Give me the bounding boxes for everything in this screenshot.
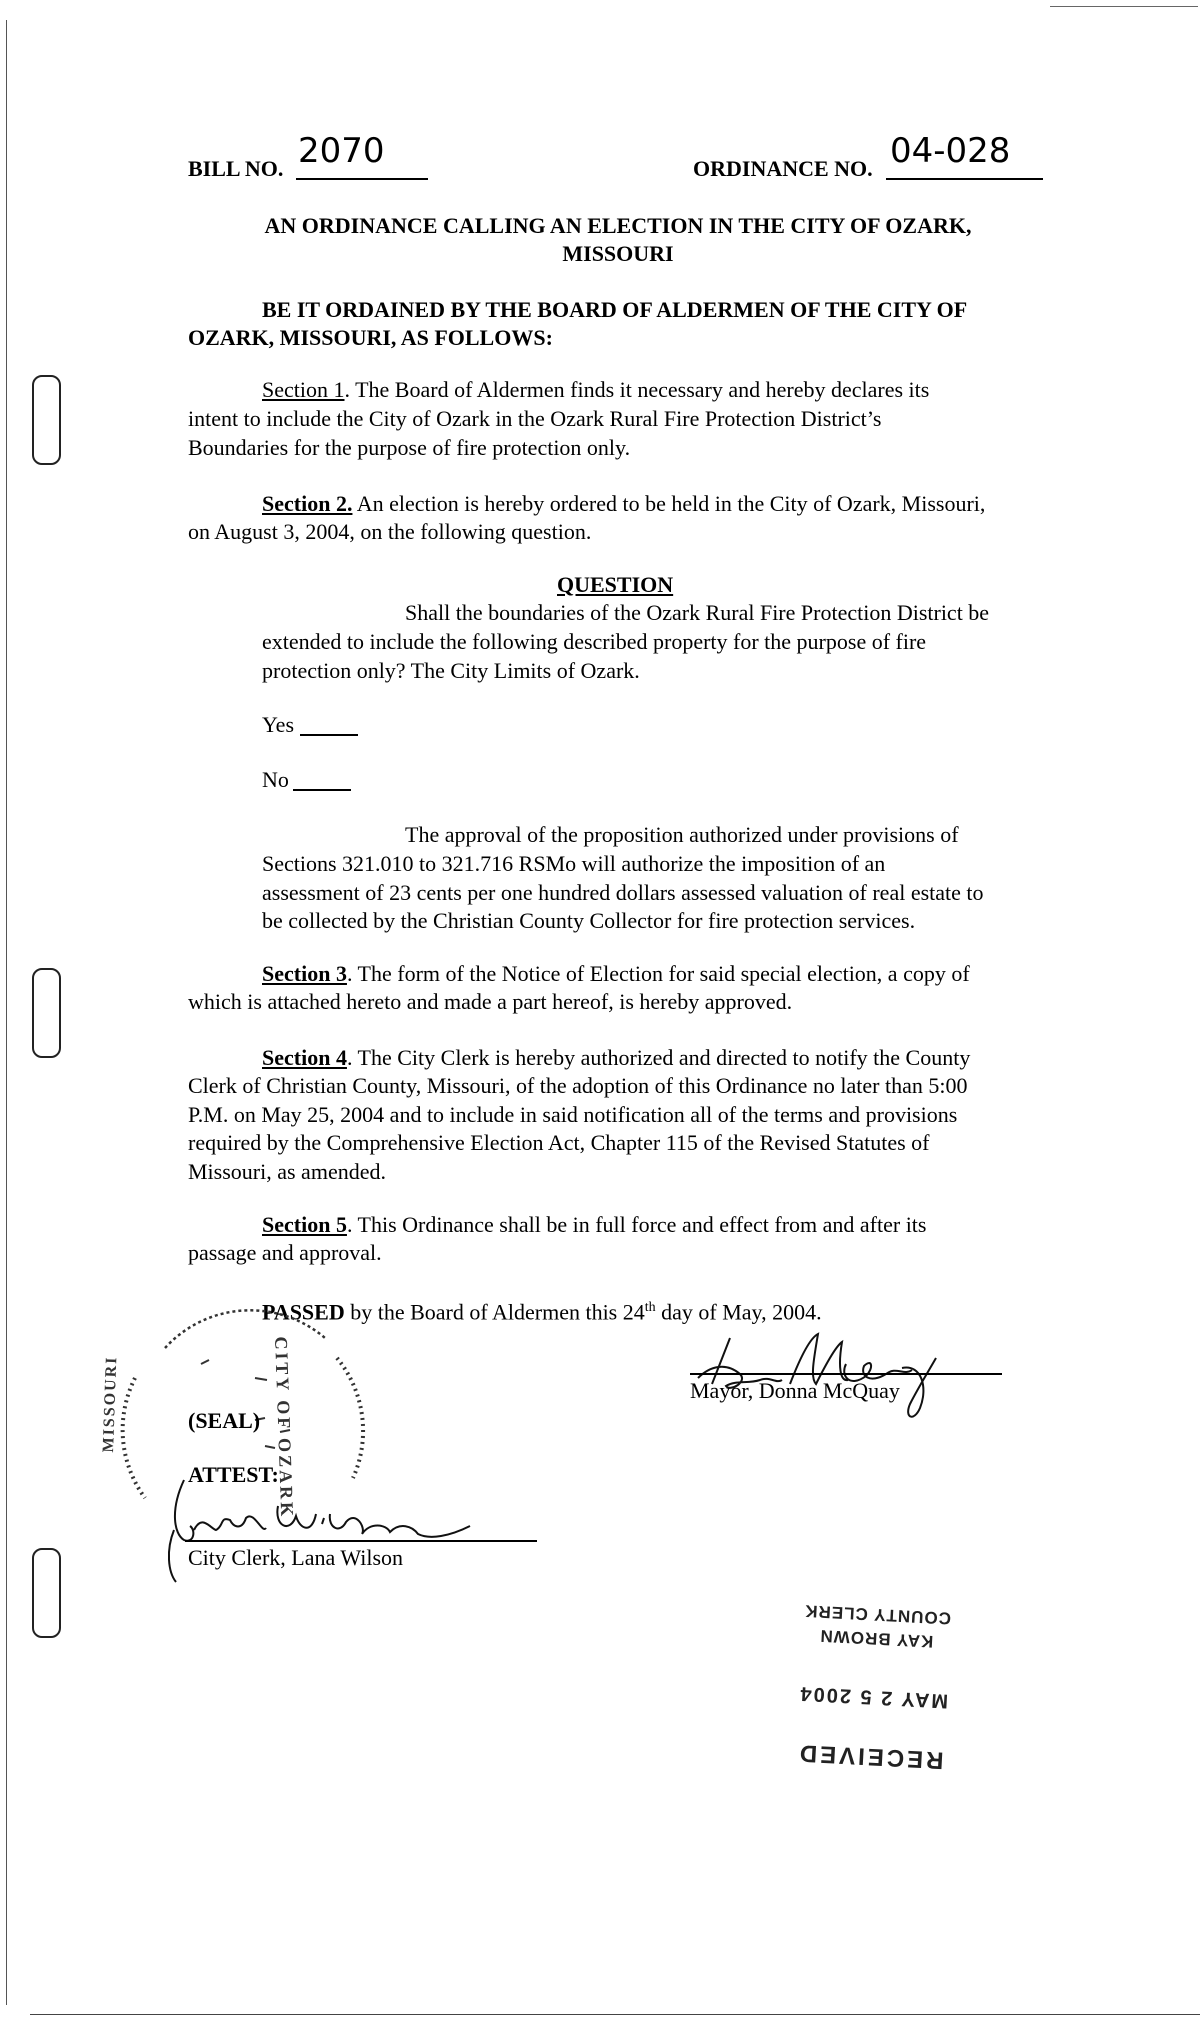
section-2-label: Section 2. bbox=[262, 491, 353, 516]
ordinance-number-line bbox=[886, 178, 1043, 180]
section-3-text: which is attached hereto and made a part hereof, is hereby approved. bbox=[188, 989, 793, 1014]
section-5-text-first: . This Ordinance shall be in full force and effect from and after its bbox=[346, 1212, 927, 1237]
approval-text: Sections 321.010 to 321.716 RSMo will authorize the imposition of an assessment of 23 cents per one hundred dollars assessed valuation of real estate to be collected by the Christian County Collector for fire protection services. bbox=[262, 851, 984, 933]
question-text-first: Shall the boundaries of the Ozark Rural Fire Protection District be bbox=[405, 600, 990, 625]
no-option bbox=[262, 766, 289, 794]
section-4-text-first: . The City Clerk is hereby authorized and directed to notify the County bbox=[346, 1045, 971, 1070]
section-2-text-first: An election is hereby ordered to be held in the City of Ozark, Missouri, bbox=[352, 491, 986, 516]
section-1-text-first: . The Board of Aldermen finds it necessary and hereby declares its bbox=[344, 377, 930, 402]
scan-edge-top bbox=[1050, 6, 1198, 7]
section-3-first-line bbox=[262, 960, 970, 988]
section-2-text: on August 3, 2004, on the following question. bbox=[188, 519, 592, 544]
yes-blank-line bbox=[300, 734, 358, 736]
bill-number: 2070 bbox=[298, 131, 385, 171]
stamp-kay-brown: KAY BROWN bbox=[819, 1626, 934, 1652]
section-4-label: Section 4 bbox=[262, 1045, 347, 1070]
ordinance-title-line2: MISSOURI bbox=[562, 241, 674, 266]
seal-arc-text: CITY OF OZARK bbox=[271, 1336, 298, 1520]
section-1-text: intent to include the City of Ozark in the Ozark Rural Fire Protection District’s Boundaries for the purpose of fire protection only. bbox=[188, 406, 882, 460]
question-text: extended to include the following described property for the purpose of fire protection only? The City Limits of Ozark. bbox=[262, 629, 927, 683]
clerk-signature-line bbox=[185, 1540, 537, 1542]
bill-label: BILL NO. bbox=[188, 156, 284, 181]
section-5-text: passage and approval. bbox=[188, 1240, 382, 1265]
seal-label: (SEAL) bbox=[188, 1408, 261, 1433]
clerk-name: City Clerk, Lana Wilson bbox=[188, 1545, 404, 1570]
ordained-line2: OZARK, MISSOURI, AS FOLLOWS: bbox=[188, 325, 553, 350]
mayor-signature bbox=[690, 1318, 1010, 1426]
approval-text-first: The approval of the proposition authorized under provisions of bbox=[405, 822, 959, 847]
yes-option bbox=[262, 711, 294, 739]
section-4-text: Clerk of Christian County, Missouri, of the adoption of this Ordinance no later than 5:00 P.M. on May 25, 2004 and to include in said notification all of the terms and provisions required by the Comprehensive Election Act, Chapter 115 of the Revised Statutes of Missouri, as amended. bbox=[188, 1073, 968, 1184]
seal-side-text: MISSOURI bbox=[99, 1355, 121, 1453]
section-5-label: Section 5 bbox=[262, 1212, 347, 1237]
section-1-first-line bbox=[262, 376, 929, 404]
passed-date: day of May, 2004. bbox=[655, 1299, 822, 1325]
scan-edge-bottom bbox=[30, 2014, 1200, 2015]
stamp-county-clerk: COUNTY CLERK bbox=[803, 1601, 952, 1628]
received-stamp bbox=[735, 1553, 1016, 1777]
binder-punch-hole bbox=[32, 1548, 61, 1638]
mayor-name: Mayor, Donna McQuay bbox=[690, 1378, 900, 1403]
passed-label: PASSED bbox=[262, 1299, 345, 1325]
passed-ordinal-suffix: th bbox=[644, 1300, 656, 1315]
no-blank-line bbox=[293, 789, 351, 791]
ordinance-title-line1: AN ORDINANCE CALLING AN ELECTION IN THE CITY OF OZARK, bbox=[264, 213, 972, 238]
section-1-label: Section 1 bbox=[262, 377, 345, 402]
mayor-signature-line bbox=[690, 1373, 1002, 1375]
section-5-first-line bbox=[262, 1211, 926, 1239]
ordinance-label: ORDINANCE NO. bbox=[693, 156, 873, 181]
clerk-signature bbox=[150, 1470, 490, 1590]
section-2-first-line bbox=[262, 490, 985, 518]
section-3-label: Section 3 bbox=[262, 961, 347, 986]
ordinance-number: 04-028 bbox=[890, 131, 1011, 171]
stamp-received: RECEIVED bbox=[796, 1739, 945, 1774]
section-4-first-line bbox=[262, 1044, 970, 1072]
question-heading: QUESTION bbox=[557, 572, 674, 597]
stamp-date: MAY 2 5 2004 bbox=[798, 1682, 949, 1712]
binder-punch-hole bbox=[32, 375, 61, 465]
yes-label: Yes bbox=[262, 712, 295, 737]
attest-label: ATTEST: bbox=[188, 1462, 279, 1487]
ordained-line1: BE IT ORDAINED BY THE BOARD OF ALDERMEN OF THE CITY OF bbox=[262, 297, 968, 322]
no-label: No bbox=[262, 767, 289, 792]
scan-edge-left bbox=[6, 20, 7, 2005]
binder-punch-hole bbox=[32, 968, 61, 1058]
bill-number-line bbox=[296, 178, 428, 180]
passed-text: by the Board of Aldermen this 24 bbox=[344, 1299, 645, 1325]
section-3-text-first: . The form of the Notice of Election for said special election, a copy of bbox=[346, 961, 970, 986]
